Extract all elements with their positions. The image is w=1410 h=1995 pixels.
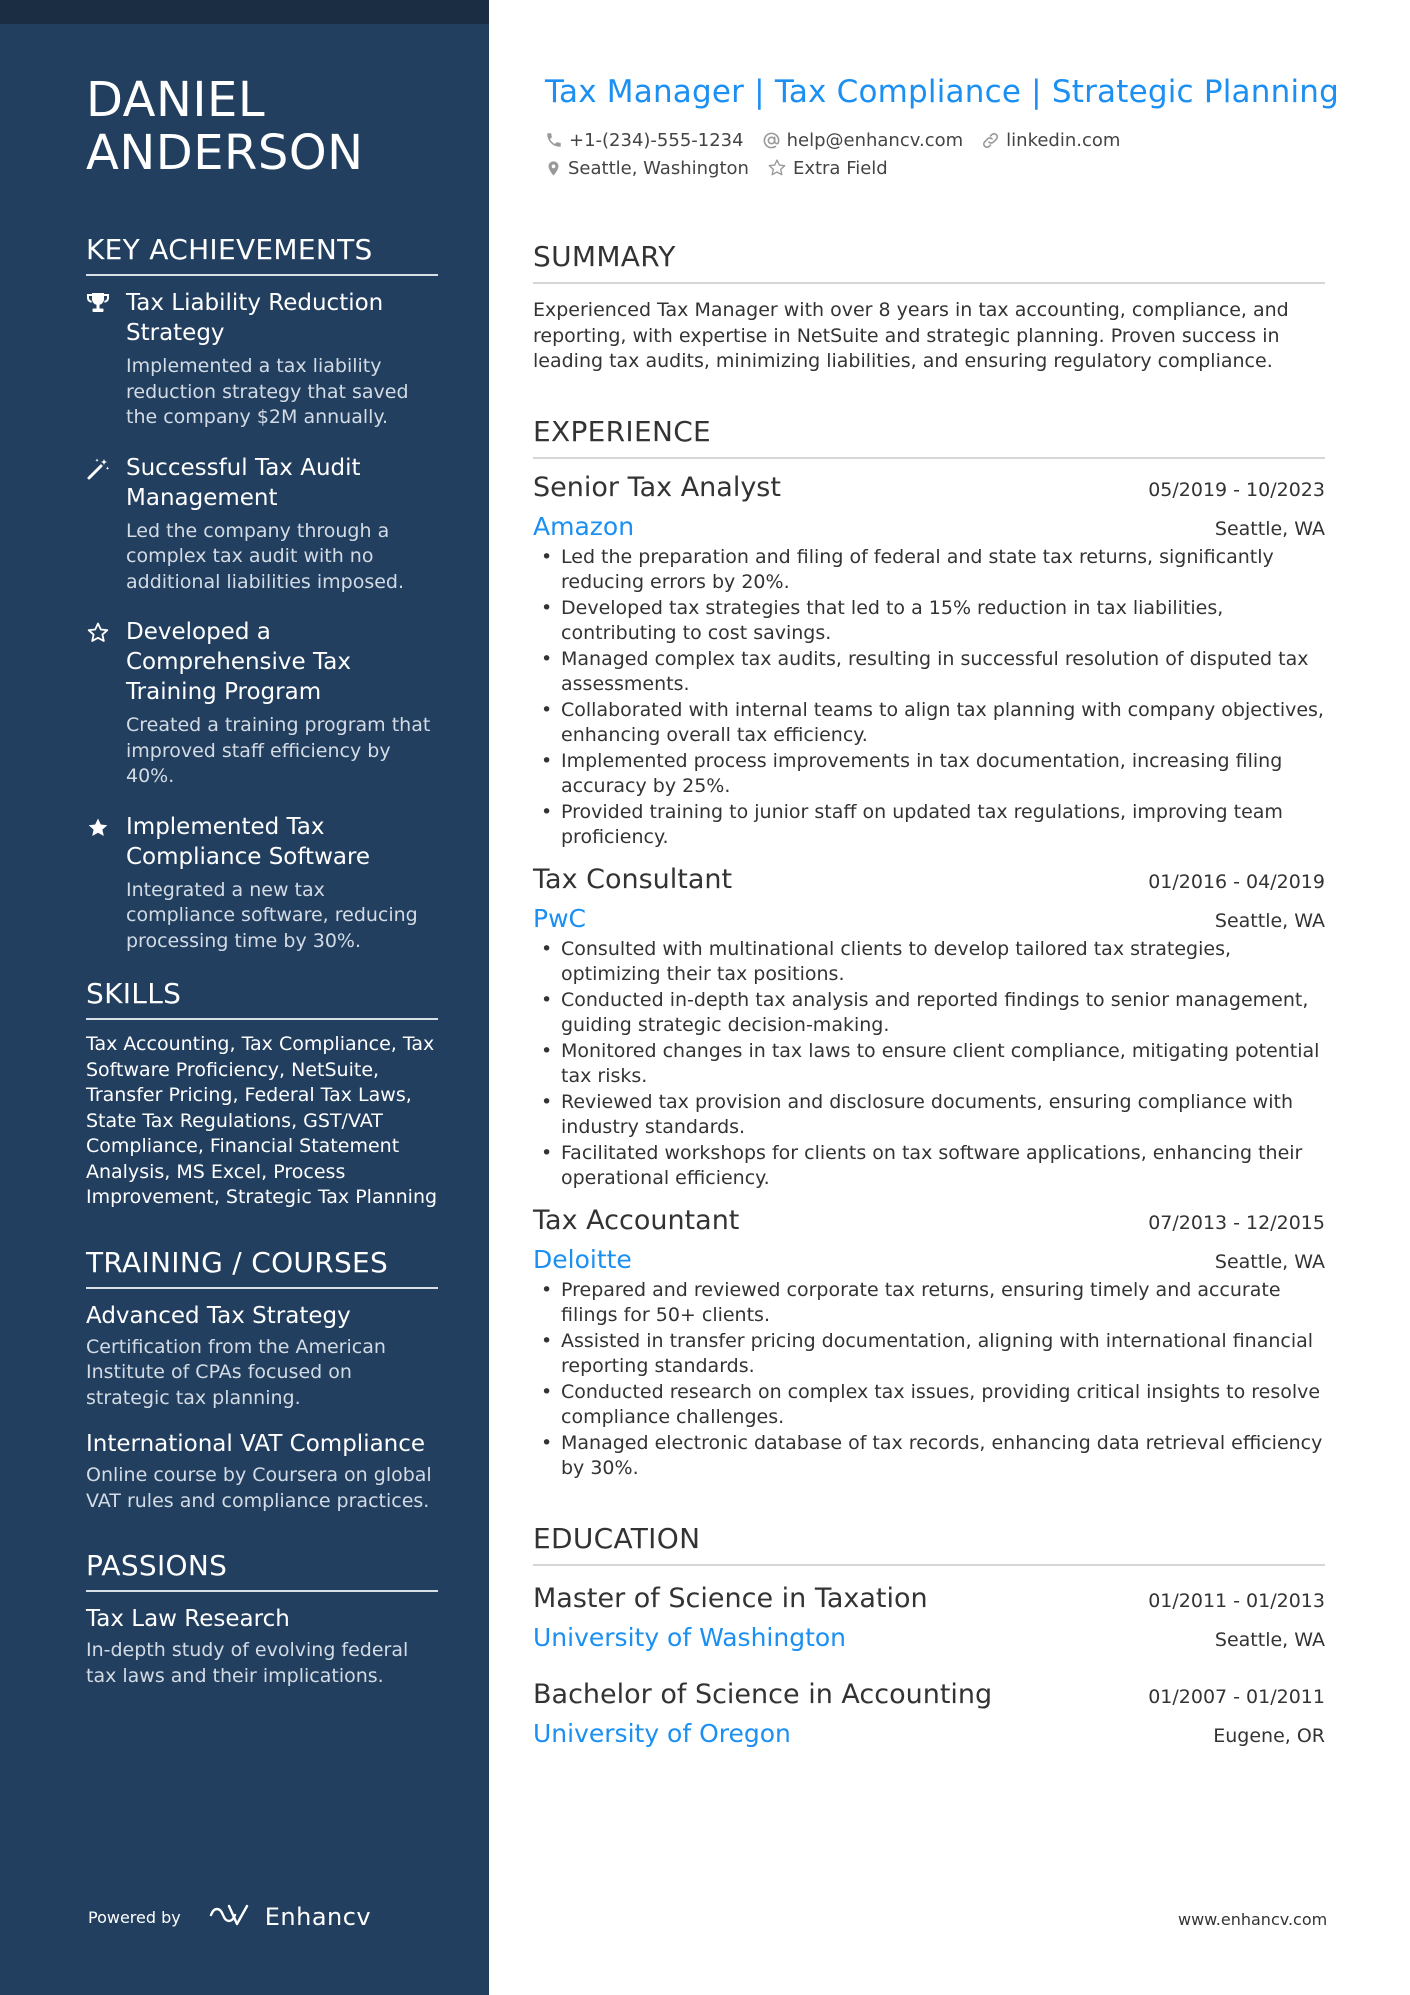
skills-list: Tax Accounting, Tax Compliance, Tax Software Proficiency, NetSuite, Transfer Pricing, Federal Tax Laws, State Tax Regulations, GST/VAT Compliance, Financial Statement Analysis, MS Excel, Process Improvement, Strategic Tax Planning <box>86 1033 438 1208</box>
bullet-item: • Managed complex tax audits, resulting in successful resolution of disputed tax assessments. <box>533 647 1325 698</box>
job-bullets <box>533 1278 1325 1482</box>
bullet-item: • Prepared and reviewed corporate tax returns, ensuring timely and accurate filings for 50+ clients. <box>533 1278 1325 1329</box>
job-location: Seattle, WA <box>1214 1250 1325 1273</box>
achievement-title: Implemented Tax Compliance Software <box>126 813 371 870</box>
bullet-item: • Consulted with multinational clients to develop tailored tax strategies, optimizing their tax positions. <box>533 937 1325 988</box>
bullet-item: • Assisted in transfer pricing documentation, aligning with international financial reporting standards. <box>533 1329 1325 1380</box>
course-title: International VAT Compliance <box>86 1431 426 1457</box>
bullet-item: • Implemented process improvements in tax documentation, increasing filing accuracy by 25%. <box>533 749 1325 800</box>
magic-wand-icon <box>86 453 126 596</box>
job-date: 07/2013 - 12/2015 <box>1148 1211 1325 1234</box>
phone-text: +1-(234)-555-1234 <box>569 129 744 151</box>
job-bullets <box>533 545 1325 851</box>
job-title: Tax Accountant <box>533 1204 740 1236</box>
job-title: Senior Tax Analyst <box>533 471 781 503</box>
course-item <box>86 1301 438 1412</box>
passions-section <box>86 1548 438 1689</box>
bullet-item: • Reviewed tax provision and disclosure documents, ensuring compliance with industry standards. <box>533 1090 1325 1141</box>
job-location: Seattle, WA <box>1214 517 1325 540</box>
achievement-title: Tax Liability Reduction Strategy <box>126 290 384 346</box>
job-title: Tax Consultant <box>533 863 733 895</box>
company-name: Amazon <box>533 511 635 541</box>
location-contact <box>545 158 749 179</box>
school-name: University of Washington <box>533 1622 847 1652</box>
phone-contact[interactable] <box>545 130 744 151</box>
bullet-item: • Provided training to junior staff on updated tax regulations, improving team proficiency. <box>533 800 1325 851</box>
email-text: help@enhancv.com <box>786 129 964 151</box>
degree-title: Bachelor of Science in Accounting <box>533 1678 993 1710</box>
achievement-description: Led the company through a complex tax audit with no additional liabilities imposed. <box>126 519 405 593</box>
passion-item <box>86 1604 438 1689</box>
achievements-section <box>86 232 438 954</box>
link-contact[interactable] <box>981 130 1120 151</box>
trophy-icon <box>86 288 126 431</box>
summary-title: SUMMARY <box>533 240 1325 284</box>
extra-field-text: Extra Field <box>792 157 888 179</box>
achievements-title: KEY ACHIEVEMENTS <box>86 232 438 276</box>
sidebar <box>0 0 489 1995</box>
footer-url[interactable]: www.enhancv.com <box>1178 1910 1328 1929</box>
job-date: 01/2016 - 04/2019 <box>1148 870 1325 893</box>
school-location: Eugene, OR <box>1213 1724 1325 1747</box>
location-text: Seattle, Washington <box>568 157 749 179</box>
education-title: EDUCATION <box>533 1522 1325 1566</box>
achievement-item <box>86 812 438 955</box>
skills-section <box>86 976 438 1211</box>
passion-description: In-depth study of evolving federal tax laws and their implications. <box>86 1639 409 1687</box>
headline: Tax Manager | Tax Compliance | Strategic Planning <box>545 74 1339 110</box>
link-icon <box>981 131 1000 150</box>
achievement-description: Created a training program that improved staff efficiency by 40%. <box>126 714 431 787</box>
training-section <box>86 1245 438 1515</box>
course-item <box>86 1429 438 1514</box>
passion-title: Tax Law Research <box>86 1606 290 1632</box>
bullet-item: • Conducted in-depth tax analysis and reported findings to senior management, guiding strategic decision-making. <box>533 988 1325 1039</box>
education-entry <box>533 1678 1325 1750</box>
achievement-title: Successful Tax Audit Management <box>126 454 361 511</box>
star-outline-icon <box>767 158 787 178</box>
powered-by-label: Powered by <box>88 1907 181 1927</box>
link-text: linkedin.com <box>1006 129 1121 151</box>
phone-icon <box>545 131 563 149</box>
job-bullets <box>533 937 1325 1192</box>
education-date: 01/2007 - 01/2011 <box>1148 1685 1325 1708</box>
bullet-item: • Monitored changes in tax laws to ensure client compliance, mitigating potential tax risks. <box>533 1039 1325 1090</box>
job-entry <box>533 1204 1325 1482</box>
at-icon <box>762 131 781 150</box>
achievement-item <box>86 617 438 790</box>
course-title: Advanced Tax Strategy <box>86 1302 351 1329</box>
experience-title: EXPERIENCE <box>533 415 1325 459</box>
school-location: Seattle, WA <box>1214 1628 1325 1651</box>
bullet-item: • Managed electronic database of tax records, enhancing data retrieval efficiency by 30%. <box>533 1431 1325 1482</box>
job-date: 05/2019 - 10/2023 <box>1148 478 1325 501</box>
job-entry <box>533 471 1325 851</box>
job-entry <box>533 863 1325 1192</box>
candidate-name <box>86 74 438 180</box>
star-filled-icon <box>86 812 126 955</box>
location-pin-icon <box>545 159 562 178</box>
name-first: DANIEL <box>86 72 266 128</box>
contact-info <box>545 126 1305 182</box>
email-contact[interactable] <box>762 130 964 151</box>
degree-title: Master of Science in Taxation <box>533 1582 928 1614</box>
education-date: 01/2011 - 01/2013 <box>1148 1589 1325 1612</box>
bullet-item: • Developed tax strategies that led to a 15% reduction in tax liabilities, contributing to cost savings. <box>533 596 1325 647</box>
name-last: ANDERSON <box>86 125 364 181</box>
achievement-item <box>86 288 438 431</box>
experience-section <box>533 415 1325 1482</box>
achievement-title: Developed a Comprehensive Tax Training Program <box>126 619 351 705</box>
passions-title: PASSIONS <box>86 1548 438 1592</box>
job-location: Seattle, WA <box>1214 909 1325 932</box>
bullet-item: • Facilitated workshops for clients on tax software applications, enhancing their operational efficiency. <box>533 1141 1325 1192</box>
bullet-item: • Conducted research on complex tax issues, providing critical insights to resolve compliance challenges. <box>533 1380 1325 1431</box>
powered-by <box>88 1902 371 1932</box>
star-outline-icon <box>86 617 126 790</box>
sidebar-top-bar <box>0 0 489 24</box>
training-title: TRAINING / COURSES <box>86 1245 438 1289</box>
extra-field <box>767 158 888 179</box>
education-section <box>533 1522 1325 1750</box>
school-name: University of Oregon <box>533 1718 791 1748</box>
bullet-item: • Led the preparation and filing of federal and state tax returns, significantly reducing errors by 20%. <box>533 545 1325 596</box>
education-entry <box>533 1582 1325 1654</box>
company-name: Deloitte <box>533 1244 632 1274</box>
course-description: Online course by Coursera on global VAT rules and compliance practices. <box>86 1464 432 1512</box>
achievement-item <box>86 453 438 596</box>
enhancv-logo-icon <box>207 1902 255 1932</box>
summary-text: Experienced Tax Manager with over 8 years in tax accounting, compliance, and reporting, with expertise in NetSuite and strategic planning. Proven success in leading tax audits, minimizing liabilities, and ensuring regulatory compliance. <box>533 299 1289 372</box>
summary-section <box>533 240 1325 375</box>
course-description: Certification from the American Institute of CPAs focused on strategic tax planning. <box>86 1335 386 1409</box>
skills-title: SKILLS <box>86 976 438 1020</box>
achievement-description: Integrated a new tax compliance software, reducing processing time by 30%. <box>126 878 418 952</box>
brand-name: Enhancv <box>264 1903 372 1931</box>
bullet-item: • Collaborated with internal teams to align tax planning with company objectives, enhancing overall tax efficiency. <box>533 698 1325 749</box>
achievement-description: Implemented a tax liability reduction strategy that saved the company $2M annually. <box>126 355 409 428</box>
company-name: PwC <box>533 903 586 933</box>
